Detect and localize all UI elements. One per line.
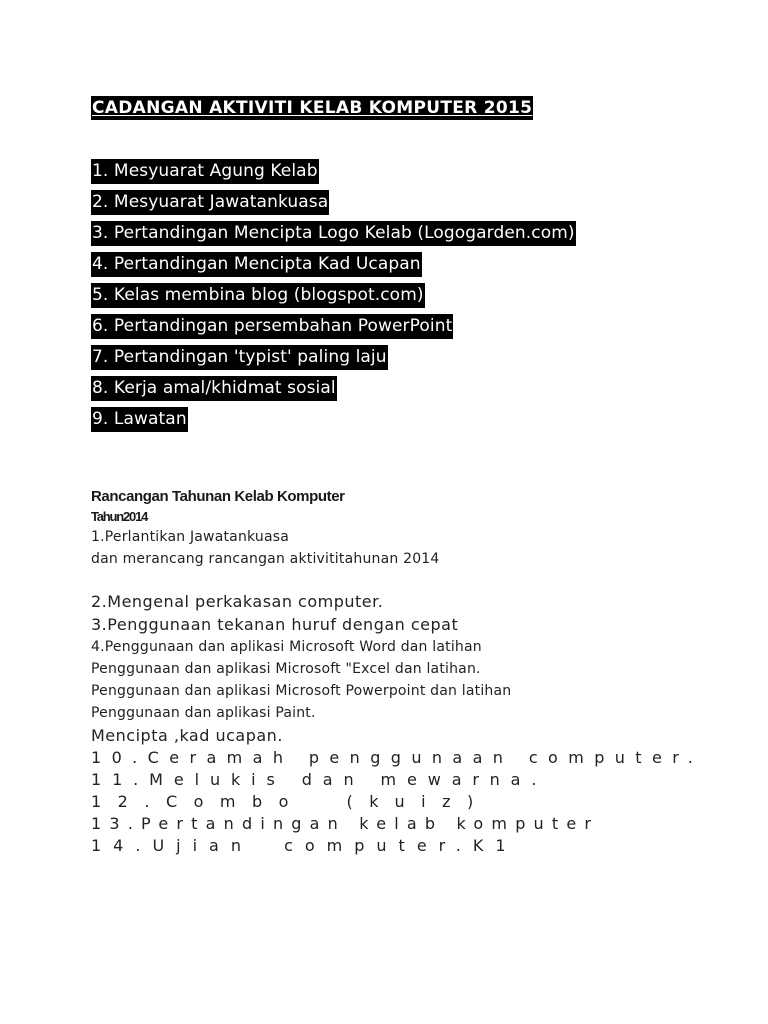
activity-item: 1. Mesyuarat Agung Kelab <box>91 159 319 184</box>
activity-item: 3. Pertandingan Mencipta Logo Kelab (Logogarden.com) <box>91 221 576 246</box>
activity-item: 4. Pertandingan Mencipta Kad Ucapan <box>91 252 422 277</box>
activity-list <box>91 159 576 438</box>
list-item <box>91 252 576 283</box>
plan-line: 10.Ceramah penggunaan computer. <box>91 748 704 767</box>
plan-line: Penggunaan dan aplikasi Microsoft "Excel dan latihan. <box>91 661 481 677</box>
plan-line: 2.Mengenal perkakasan computer. <box>91 592 384 611</box>
plan-line: Penggunaan dan aplikasi Microsoft Powerpoint dan latihan <box>91 683 512 699</box>
list-item <box>91 314 576 345</box>
plan-line: 11.Melukis dan mewarna. <box>91 770 548 789</box>
plan-line: 3.Penggunaan tekanan huruf dengan cepat <box>91 615 459 634</box>
plan-line: Mencipta ,kad ucapan. <box>91 726 283 745</box>
list-item <box>91 190 576 221</box>
activity-item: 2. Mesyuarat Jawatankuasa <box>91 190 329 215</box>
plan-line: 14.Ujian computer.K1 <box>91 836 518 855</box>
activity-item: 7. Pertandingan 'typist' paling laju <box>91 345 388 370</box>
spacer <box>91 570 751 590</box>
list-item <box>91 376 576 407</box>
list-item <box>91 345 576 376</box>
plan-line: 13.Pertandingan kelab komputer <box>91 814 600 833</box>
plan-line: 4.Penggunaan dan aplikasi Microsoft Word dan latihan <box>91 639 482 655</box>
activity-item: 6. Pertandingan persembahan PowerPoint <box>91 314 453 339</box>
plan-year: Tahun2014 <box>91 509 148 524</box>
list-item <box>91 283 576 314</box>
list-item <box>91 159 576 190</box>
plan-line: 1.Perlantikan Jawatankuasa <box>91 529 290 545</box>
annual-plan-section <box>91 486 751 857</box>
activity-item: 9. Lawatan <box>91 407 188 432</box>
plan-heading: Rancangan Tahunan Kelab Komputer <box>91 488 345 505</box>
document-title: CADANGAN AKTIVITI KELAB KOMPUTER 2015 <box>92 98 533 118</box>
list-item <box>91 221 576 252</box>
plan-line: dan merancang rancangan aktivititahunan 2014 <box>91 551 440 567</box>
plan-line: Penggunaan dan aplikasi Paint. <box>91 705 316 721</box>
plan-line: 12.Combo (kuiz) <box>91 792 490 811</box>
activity-item: 5. Kelas membina blog (blogspot.com) <box>91 283 425 308</box>
list-item <box>91 407 576 438</box>
activity-item: 8. Kerja amal/khidmat sosial <box>91 376 337 401</box>
